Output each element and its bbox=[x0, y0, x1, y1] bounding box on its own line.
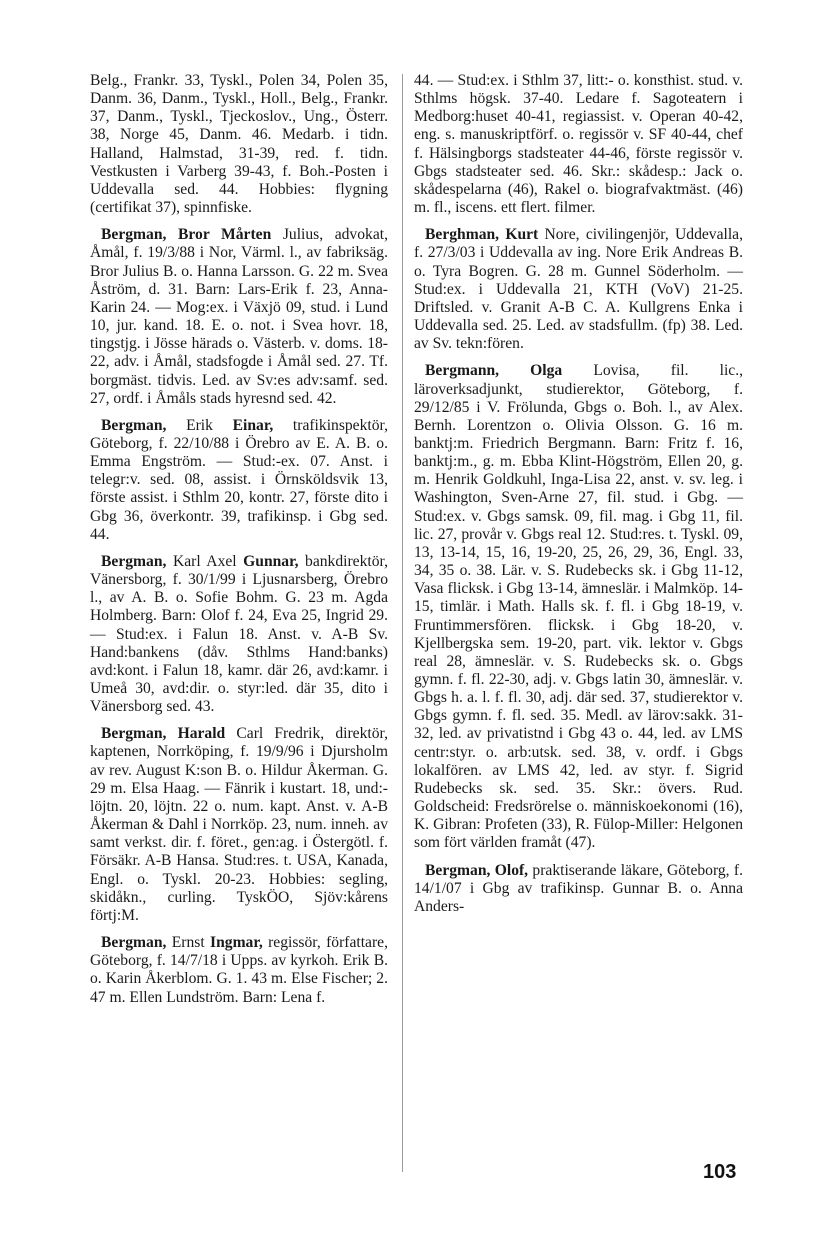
biography-entry bbox=[90, 553, 388, 716]
entry-surname: Bergman, bbox=[425, 861, 491, 879]
entry-text: fil. lic., läroverksadjunkt, studierektor, Göteborg, f. 29/12/85 i V. Frölunda, Gbgs o. Boh. l., av Alex. Bernh. Lorentzon o. Olivia Olsson. G. 16 m. banktj:m. Friedrich Bergmann. Barn: Fritz f. 16, banktj:m., g. m. Ebba Klint-Högström, Ellen 20, g. m. Henrik Goldkuhl, Inga-Lisa 22, anst. v. sv. leg. i Washington, Sven-Arne 27, fil. stud. i Gbg. — Stud:ex. v. Gbgs samsk. 09, fil. mag. i Gbg 11, fil. lic. 27, provår v. Gbgs real 12. Stud:res. t. Tyskl. 09, 13, 13-14, 15, 16, 19-20, 25, 26, 29, 36, Engl. 33, 34, 35 o. 38. Lär. v. S. Rudebecks sk. i Gbg 11-12, Vasa flicksk. i Gbg 13-14, ämneslär. i Malmköp. 14-15, timlär. i Math. Halls sk. f. fl. i Gbg 18-19, v. Fruntimmersfören. flicksk. i Gbg 18-20, v. Kjellbergska sem. 19-20, part. vik. lektor v. Gbgs real 28, ämneslär. v. S. Rudebecks sk. o. Gbgs gymn. f. fl. 22-30, adj. v. Gbgs latin 30, ämneslär. v. Gbgs h. a. l. f. fl. 30, adj. där sed. 37, studierektor v. Gbgs gymn. f. fl. sed. 35. Medl. av lärov:sakk. 31-32, led. av privatistnd i Gbg 43 o. 44, led. av LMS centr:styr. o. arb:utsk. sed. 38, v. ordf. i Gbgs lokalfören. av LMS 42, led. av styr. f. Sigrid Rudebecks sk. sed. 35. Skr.: övers. Rud. Goldscheid: Fredsrörelse o. människoekonomi (16), K. Gibran: Profeten (33), R. Fülop-Miller: Helgonen som fört världen framåt (47). bbox=[414, 362, 743, 852]
entry-given-post: Lovisa, bbox=[562, 362, 640, 380]
entry-given-pre: Ernst bbox=[171, 934, 211, 952]
biography-entry bbox=[90, 934, 388, 1007]
entry-surname: Bergman, bbox=[101, 725, 167, 743]
biography-entry bbox=[90, 725, 388, 925]
page-number: 103 bbox=[703, 1161, 737, 1183]
biography-entry bbox=[414, 226, 743, 353]
entry-continuation: 44. — Stud:ex. i Sthlm 37, litt:- o. konsthist. stud. v. Sthlms högsk. 37-40. Ledare f. Sagoteatern i Medborg:huset 40-41, regiassist. v. Operan 40-42, eng. s. manuskriptförf. o. regissör v. SF 40-44, chef f. Hälsingborgs stadsteater 44-46, förste regissör v. Gbgs stadsteater sed. 46. Skr.: skådesp.: Jack o. skådespelarna (46), Rakel o. biografvaktmäst. (46) m. fl., iscens. ett flert. filmer. bbox=[414, 72, 743, 217]
entry-text: trafikinspektör, Göteborg, f. 22/10/88 i Örebro av E. A. B. o. Emma Engström. — Stud:-ex. 07. Anst. i telegr:v. sed. 08, assist. i Örnsköldsvik 13, förste assist. i Sthlm 20, kontr. 27, förste dito i Gbg 36, överkontr. 39, trafikinsp. i Gbg sed. 44. bbox=[90, 416, 388, 543]
entry-given-post: Carl Fredrik, bbox=[225, 725, 325, 743]
right-column bbox=[414, 72, 743, 925]
entry-surname: Bergman, bbox=[101, 226, 167, 244]
entry-surname: Berghman, bbox=[425, 226, 500, 244]
entry-given-post: Julius, bbox=[271, 226, 324, 244]
entry-given-name: Olof, bbox=[494, 861, 529, 879]
left-column bbox=[90, 72, 388, 1016]
entry-text: direktör, kaptenen, Norrköping, f. 19/9/96 i Djursholm av rev. August K:son B. o. Hildur Åkerman. G. 29 m. Elsa Haag. — Fänrik i kustart. 18, und:-löjtn. 20, löjtn. 22 o. num. kapt. Anst. v. A-B Åkerman & Dahl i Norrköp. 23, num. inneh. av samt verkst. dir. f. föret., gen:ag. i Östergötl. f. Försäkr. A-B Hansa. Stud:res. t. USA, Kanada, Engl. o. Tyskl. 20-23. Hobbies: segling, skidåkn., curling. TyskÖO, Sjöv:kårens förtj:M. bbox=[90, 725, 388, 924]
entry-surname: Bergmann, bbox=[425, 362, 500, 380]
entry-given-name: Gunnar, bbox=[243, 552, 299, 570]
entry-text: regissör, författare, Göteborg, f. 14/7/18 i Upps. av kyrkoh. Erik B. o. Karin Åkerblom. G. 1. 43 m. Else Fischer; 2. 47 m. Ellen Lundström. Barn: Lena f. bbox=[90, 934, 388, 1006]
entry-continuation: Belg., Frankr. 33, Tyskl., Polen 34, Polen 35, Danm. 36, Danm., Tyskl., Holl., Belg., Frankr. 37, Danm., Tyskl., Tjeckoslov., Ung., Österr. 38, Norge 45, Danm. 46. Medarb. i tidn. Halland, Halmstad, 31-39, red. f. tidn. Vestkusten i Varberg 39-43, f. Boh.-Posten i Uddevalla sed. 44. Hobbies: flygning (certifikat 37), spinnfiske. bbox=[90, 72, 388, 217]
entry-given-name: Harald bbox=[177, 725, 226, 743]
column-divider bbox=[402, 74, 403, 1172]
entry-text: praktiserande läkare, Göteborg, f. 14/1/07 i Gbg av trafikinsp. Gunnar B. o. Anna Anders- bbox=[414, 861, 743, 915]
entry-given-name: Einar, bbox=[232, 416, 274, 434]
biography-entry bbox=[414, 362, 743, 852]
entry-given-name: Kurt bbox=[505, 226, 539, 244]
biography-entry bbox=[414, 862, 743, 916]
biography-entry bbox=[90, 417, 388, 544]
entry-given-pre: Karl Axel bbox=[172, 552, 244, 570]
entry-surname: Bergman, bbox=[101, 552, 167, 570]
entry-text: advokat, Åmål, f. 19/3/88 i Nor, Värml. l., av fabriksäg. Bror Julius B. o. Hanna Larsson. G. 22 m. Svea Åström, d. 31. Barn: Lars-Erik f. 23, Anna-Karin 24. — Mog:ex. i Växjö 09, stud. i Lund 10, jur. kand. 18. E. o. not. i Svea hovr. 18, tingstjg. i Jösse härads o. Västerb. v. doms. 18-22, adv. i Åmål, stadsfogde i Åmål sed. 27. Tf. borgmäst. tidvis. Led. av Sv:es adv:samf. sed. 27, ordf. i Åmåls stads hyresnd sed. 42. bbox=[90, 226, 388, 407]
biography-entry bbox=[90, 226, 388, 408]
entry-given-pre: Erik bbox=[186, 416, 233, 434]
entry-text: bankdirektör, Vänersborg, f. 30/1/99 i Ljusnarsberg, Örebro l., av A. B. o. Sofie Bohm. G. 23 m. Agda Holmberg. Barn: Olof f. 24, Eva 25, Ingrid 29. — Stud:ex. i Falun 18. Anst. v. A-B Sv. Hand:bankens (dåv. Sthlms Hand:banks) avd:kont. i Falun 18, kamr. där 26, avd:kamr. i Umeå 30, avd:dir. o. styr:led. där 35, dito i Vänersborg sed. 43. bbox=[90, 552, 388, 716]
entry-surname: Bergman, bbox=[101, 416, 167, 434]
entry-text: civilingenjör, Uddevalla, f. 27/3/03 i Uddevalla av ing. Nore Erik Andreas B. o. Tyra Bogren. G. 28 m. Gunnel Söderholm. — Stud:ex. i Uddevalla 21, KTH (VoV) 21-25. Driftsled. v. Granit A-B C. A. Kullgrens Enka i Uddevalla sed. 25. Led. av stadsfullm. (fp) 38. Led. av Sv. tekn:fören. bbox=[414, 226, 743, 353]
entry-given-name: Olga bbox=[530, 362, 563, 380]
entry-given-post: Nore, bbox=[538, 226, 580, 244]
entry-surname: Bergman, bbox=[101, 934, 167, 952]
entry-given-name: Bror Mårten bbox=[177, 226, 272, 244]
entry-given-name: Ingmar, bbox=[210, 934, 263, 952]
